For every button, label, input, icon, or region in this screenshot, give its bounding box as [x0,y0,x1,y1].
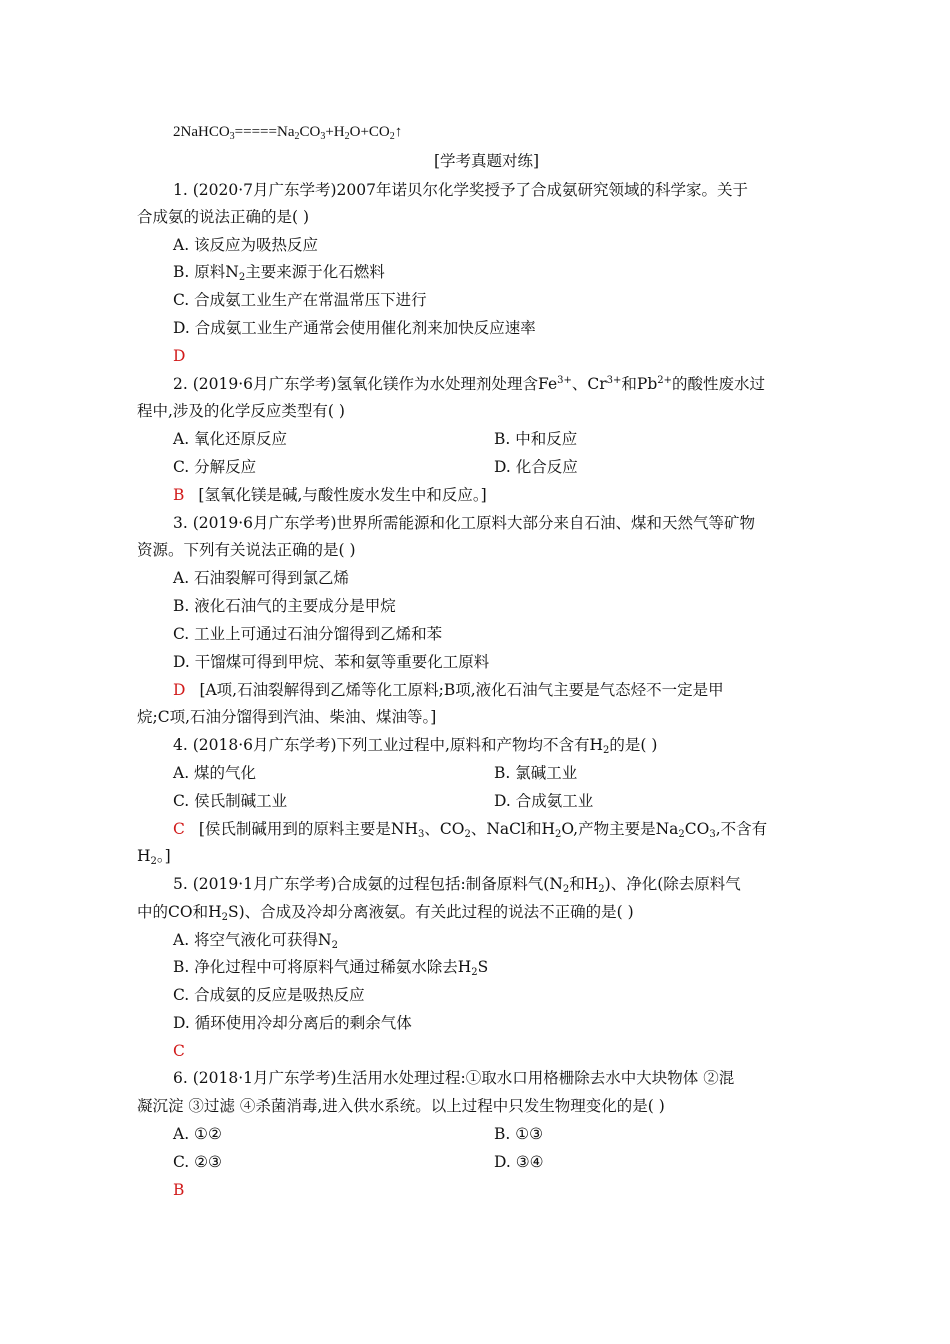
question-2-line-1: 2. (2019·6月广东学考)氢氧化镁作为水处理剂处理含$Fe^{3+}$、$Cr^{3+}$和$Pb^{2+}$的酸性废水过 [173,375,766,393]
question-5-option-c: C. 合成氨的反应是吸热反应 [173,986,365,1004]
question-4-option-b: B. 氯碱工业 [494,764,578,782]
question-3-answer: D [173,681,186,699]
question-1-answer: D [173,347,186,365]
question-6-option-a: A. ①② [173,1125,222,1143]
question-4-line-1: 4. (2018·6月广东学考)下列工业过程中,原料和产物均不含有$H_2$的是( ) [173,736,658,756]
question-3-option-d: D. 干馏煤可得到甲烷、苯和氨等重要化工原料 [173,653,490,671]
decomposition-equation: $2NaHCO_3=====Na_2CO_3+H_2O+CO_2↑$ [173,124,403,142]
question-2-option-b: B. 中和反应 [494,430,578,448]
question-5-option-b: B. 净化过程中可将原料气通过稀氨水除去$H_2S$ [173,958,489,978]
question-4-option-a: A. 煤的气化 [173,764,257,782]
question-6-option-c: C. ②③ [173,1153,222,1171]
question-1-line-1: 1. (2020·7月广东学考)2007年诺贝尔化学奖授予了合成氨研究领域的科学家。关于 [173,181,748,199]
question-4-option-c: C. 侯氏制碱工业 [173,792,288,810]
question-4-explanation-2: $H_2$。] [137,847,171,867]
question-1-line-2: 合成氨的说法正确的是( ) [137,208,310,226]
question-5-line-1: 5. (2019·1月广东学考)合成氨的过程包括:制备原料气($N_2$和$H_2$)、净化(除去原料气 [173,875,741,895]
question-2-line-2: 程中,涉及的化学反应类型有( ) [137,402,345,420]
question-4-answer-line [173,819,767,839]
question-5-line-2: 中的CO和$H_2S$)、合成及冷却分离液氨。有关此过程的说法不正确的是( ) [137,903,634,923]
question-5-option-a: A. 将空气液化可获得$N_2$ [173,931,338,951]
question-1-option-b: B. 原料$N_2$主要来源于化石燃料 [173,263,385,283]
question-4-explanation-1: [侯氏制碱用到的原料主要是$NH_3$、$CO_2$、NaCl和$H_2O$,产物主要是$Na_2CO_3$,不含有 [198,820,768,840]
question-6-line-2: 凝沉淀 ③过滤 ④杀菌消毒,进入供水系统。以上过程中只发生物理变化的是( ) [137,1097,665,1115]
question-5-answer: C [173,1042,185,1060]
question-4-option-d: D. 合成氨工业 [494,792,594,810]
section-title: [学考真题对练] [434,152,540,170]
question-2-option-d: D. 化合反应 [494,458,578,476]
question-3-answer-line [173,680,724,700]
question-3-line-1: 3. (2019·6月广东学考)世界所需能源和化工原料大部分来自石油、煤和天然气等矿物 [173,514,756,532]
question-4-answer: C [173,820,185,838]
question-6-answer: B [173,1181,185,1199]
question-2-explanation: [氢氧化镁是碱,与酸性废水发生中和反应。] [198,486,487,504]
question-1-option-d: D. 合成氨工业生产通常会使用催化剂来加快反应速率 [173,319,536,337]
question-6-option-d: D. ③④ [494,1153,544,1171]
question-3-option-c: C. 工业上可通过石油分馏得到乙烯和苯 [173,625,443,643]
question-3-explanation-2: 烷;C项,石油分馏得到汽油、柴油、煤油等。] [137,708,437,726]
question-5-option-d: D. 循环使用冷却分离后的剩余气体 [173,1014,412,1032]
question-2-option-a: A. 氧化还原反应 [173,430,288,448]
question-2-answer-line [173,485,487,505]
question-6-line-1: 6. (2018·1月广东学考)生活用水处理过程:①取水口用格栅除去水中大块物体 ②混 [173,1069,735,1087]
question-6-option-b: B. ①③ [494,1125,544,1143]
question-1-option-a: A. 该反应为吸热反应 [173,236,319,254]
question-3-line-2: 资源。下列有关说法正确的是( ) [137,541,356,559]
question-3-explanation-1: [A项,石油裂解得到乙烯等化工原料;B项,液化石油气主要是气态烃不一定是甲 [199,681,724,699]
question-3-option-a: A. 石油裂解可得到氯乙烯 [173,569,350,587]
question-2-answer: B [173,486,185,504]
question-3-option-b: B. 液化石油气的主要成分是甲烷 [173,597,396,615]
question-2-option-c: C. 分解反应 [173,458,257,476]
question-1-option-c: C. 合成氨工业生产在常温常压下进行 [173,291,427,309]
